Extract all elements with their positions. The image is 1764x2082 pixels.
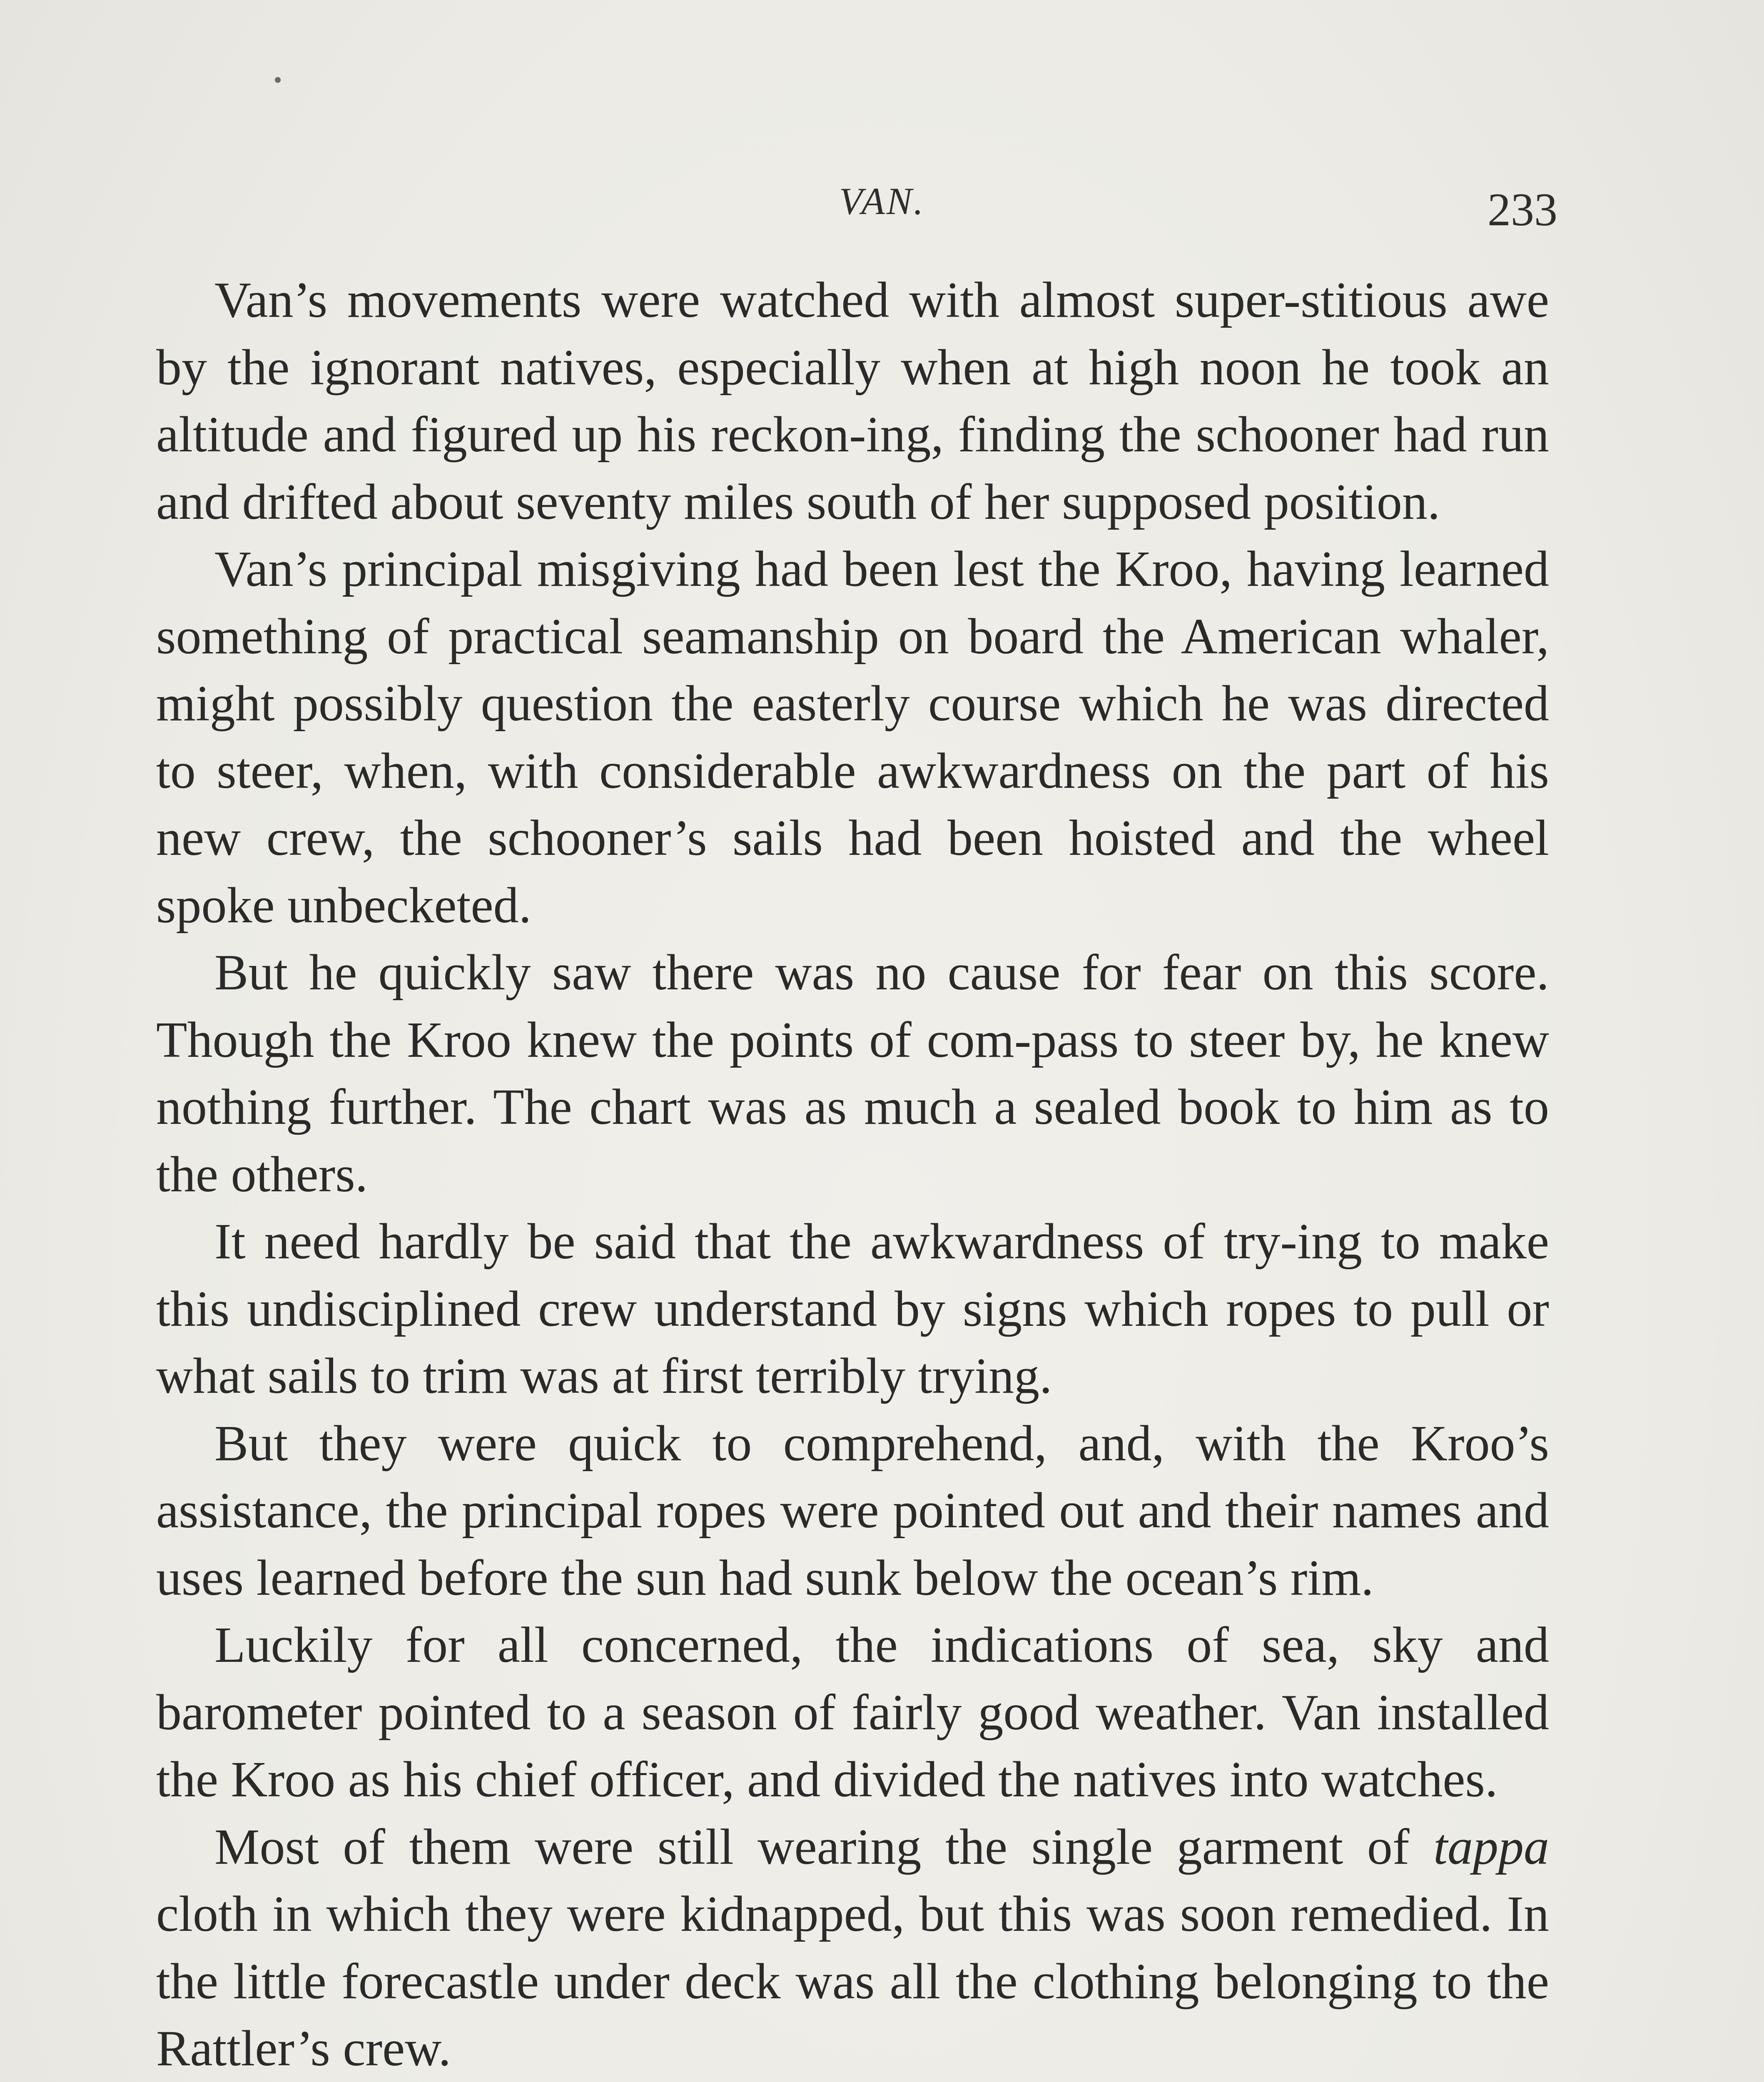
- italic-word: tappa: [1433, 1818, 1549, 1875]
- page-number: 233: [1487, 184, 1557, 236]
- paragraph: Van’s movements were watched with almost super-stitious awe by the ignorant natives, especially when at high noon he took an altitude and figured up his reckon-ing, finding the schooner had run and drifted about seventy miles south of her supposed position.: [156, 272, 1549, 530]
- paragraph: Van’s principal misgiving had been lest the Kroo, having learned something of practical seamanship on board the American whaler, might possibly question the easterly course which he was directed to steer, when, with considerable awkwardness on the part of his new crew, the schooner’s sails had been hoisted and the wheel spoke unbecketed.: [156, 541, 1549, 934]
- paragraph: Luckily for all concerned, the indications of sea, sky and barometer pointed to a season of fairly good weather. Van installed the Kroo as his chief officer, and divided the natives into watches.: [156, 1617, 1549, 1808]
- body-text: [156, 266, 1549, 2082]
- paragraph: But they were quick to comprehend, and, with the Kroo’s assistance, the principal ropes were pointed out and their names and uses learned before the sun had sunk below the ocean’s rim.: [156, 1415, 1549, 1606]
- paragraph: [156, 1813, 1549, 2082]
- paragraph: But he quickly saw there was no cause for fear on this score. Though the Kroo knew the points of com-pass to steer by, he knew nothing further. The chart was as much a sealed book to him as to the others.: [156, 944, 1549, 1203]
- running-head: VAN.: [839, 180, 925, 222]
- paragraph-text: Most of them were still wearing the single garment of: [214, 1818, 1434, 1875]
- ink-speck: [275, 77, 281, 83]
- paragraph: It need hardly be said that the awkwardness of try-ing to make this undisciplined crew understand by signs which ropes to pull or what sails to trim was at first terribly trying.: [156, 1213, 1549, 1404]
- paragraph-text: cloth in which they were kidnapped, but this was soon remedied. In the little forecastle under deck was all the clothing belonging to the Rattler’s crew.: [156, 1886, 1549, 2077]
